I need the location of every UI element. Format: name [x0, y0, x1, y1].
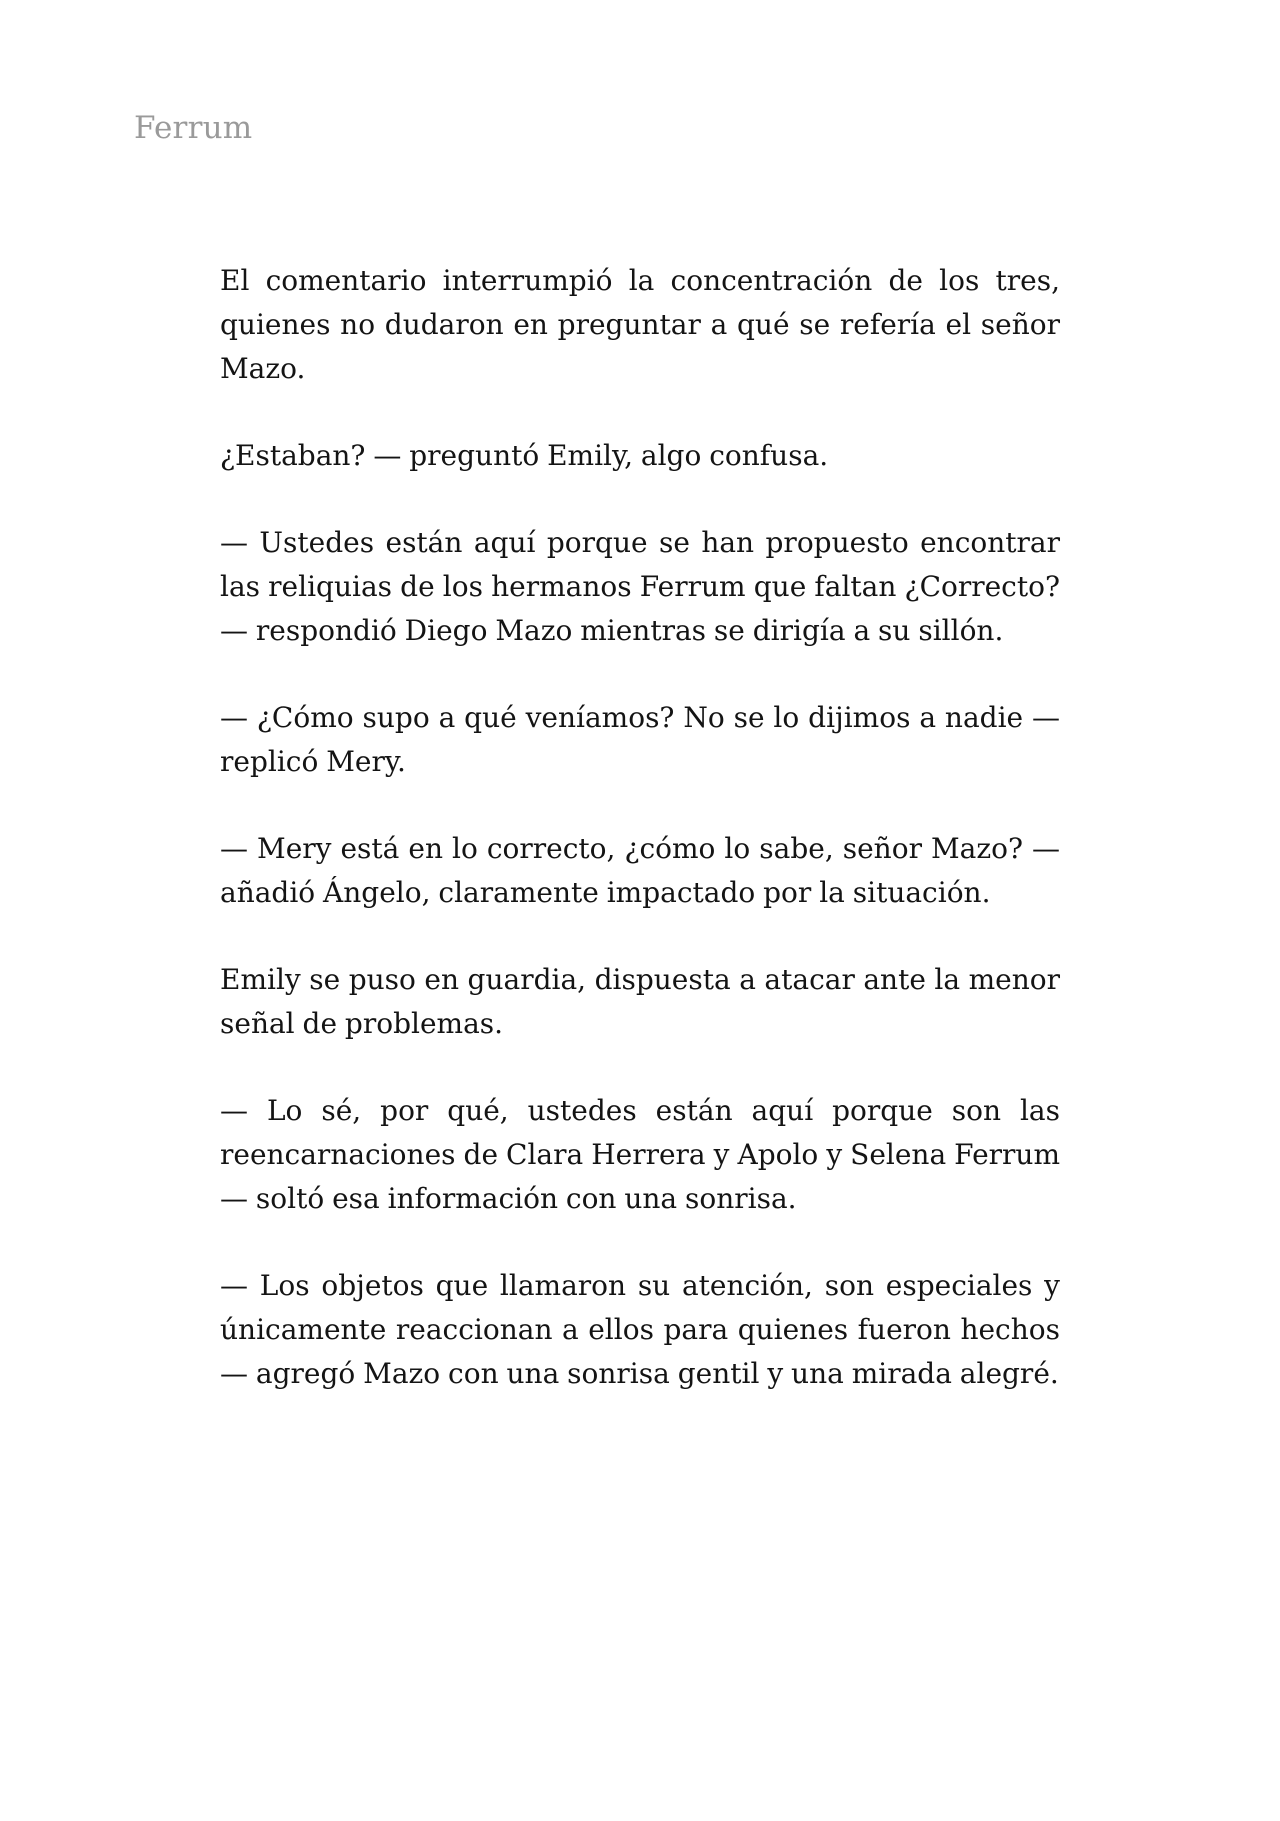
- running-header: Ferrum: [134, 110, 253, 146]
- paragraph: — Los objetos que llamaron su atención, son especiales y únicamente reaccionan a ellos para quienes fueron hechos — agregó Mazo con una sonrisa gentil y una mirada alegré.: [220, 1269, 1060, 1390]
- body-text: [220, 259, 1060, 1396]
- paragraph: ¿Estaban? — preguntó Emily, algo confusa.: [220, 439, 829, 472]
- paragraph: — Ustedes están aquí porque se han propuesto encontrar las reliquias de los hermanos Ferrum que faltan ¿Correcto? — respondió Diego Mazo mientras se dirigía a su sillón.: [220, 526, 1060, 647]
- paragraph: — Lo sé, por qué, ustedes están aquí porque son las reencarnaciones de Clara Herrera y Apolo y Selena Ferrum — soltó esa información con una sonrisa.: [220, 1094, 1060, 1215]
- paragraph: — ¿Cómo supo a qué veníamos? No se lo dijimos a nadie — replicó Mery.: [220, 701, 1060, 778]
- paragraph: — Mery está en lo correcto, ¿cómo lo sabe, señor Mazo? — añadió Ángelo, claramente impactado por la situación.: [220, 832, 1060, 909]
- paragraph: Emily se puso en guardia, dispuesta a atacar ante la menor señal de problemas.: [220, 963, 1060, 1040]
- paragraph: El comentario interrumpió la concentración de los tres, quienes no dudaron en preguntar a qué se refería el señor Mazo.: [220, 264, 1060, 385]
